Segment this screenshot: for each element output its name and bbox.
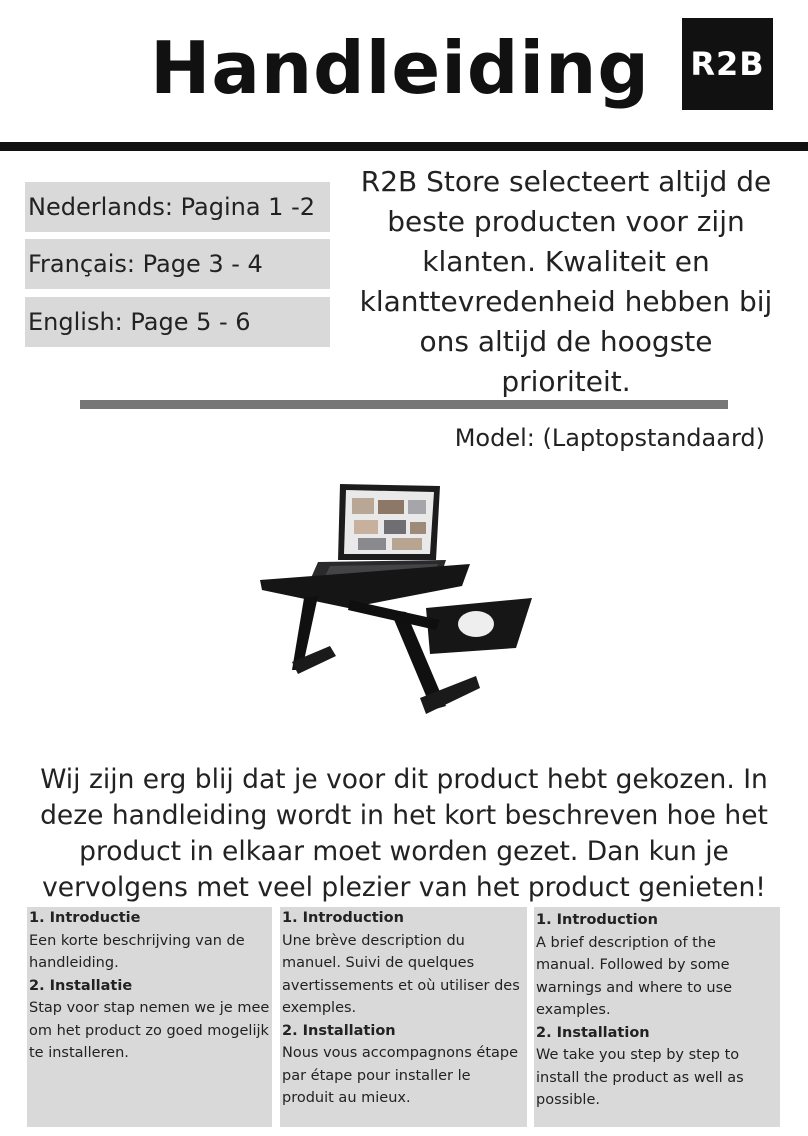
column-heading: 1. Introduction <box>282 910 404 926</box>
column-heading: 1. Introductie <box>29 910 141 926</box>
column-heading: 1. Introduction <box>536 912 658 928</box>
language-english: English: Page 5 - 6 <box>25 297 330 347</box>
column-text: A brief description of the manual. Followed by some warnings and where to use examples. <box>536 934 733 1018</box>
r2b-logo: R2B <box>682 18 773 110</box>
middle-divider <box>80 400 728 409</box>
column-heading: 2. Installation <box>282 1022 396 1039</box>
column-text: We take you step by step to install the product as well as possible. <box>536 1047 744 1108</box>
top-divider <box>0 142 808 151</box>
language-french: Français: Page 3 - 4 <box>25 239 330 289</box>
column-text: Nous vous accompagnons étape par étape pour installer le produit au mieux. <box>282 1045 519 1106</box>
column-heading: 2. Installatie <box>29 977 133 994</box>
page-title: Handleiding <box>150 26 650 110</box>
column-text: Stap voor stap nemen we je mee om het product zo goed mogelijk te installeren. <box>29 1000 270 1061</box>
model-label: Model: (Laptopstandaard) <box>454 424 765 452</box>
language-dutch: Nederlands: Pagina 1 -2 <box>25 182 330 232</box>
column-english <box>534 907 780 1127</box>
column-text: Une brève description du manuel. Suivi de quelques avertissements et où utiliser des exemples. <box>282 932 520 1016</box>
intro-text: R2B Store selecteert altijd de beste producten voor zijn klanten. Kwaliteit en klanttevredenheid hebben bij ons altijd de hoogste prioriteit. <box>359 165 773 398</box>
column-dutch <box>27 907 272 1127</box>
welcome-text: Wij zijn erg blij dat je voor dit product hebt gekozen. In deze handleiding wordt in het kort beschreven hoe het product in elkaar moet worden gezet. Dan kun je vervolgens met veel plezier van het product genieten! <box>40 764 768 903</box>
laptop-stand-image <box>240 470 560 740</box>
column-french <box>280 907 527 1127</box>
column-heading: 2. Installation <box>536 1024 650 1041</box>
mouse-icon <box>458 611 494 637</box>
column-text: Een korte beschrijving van de handleiding. <box>29 932 245 971</box>
